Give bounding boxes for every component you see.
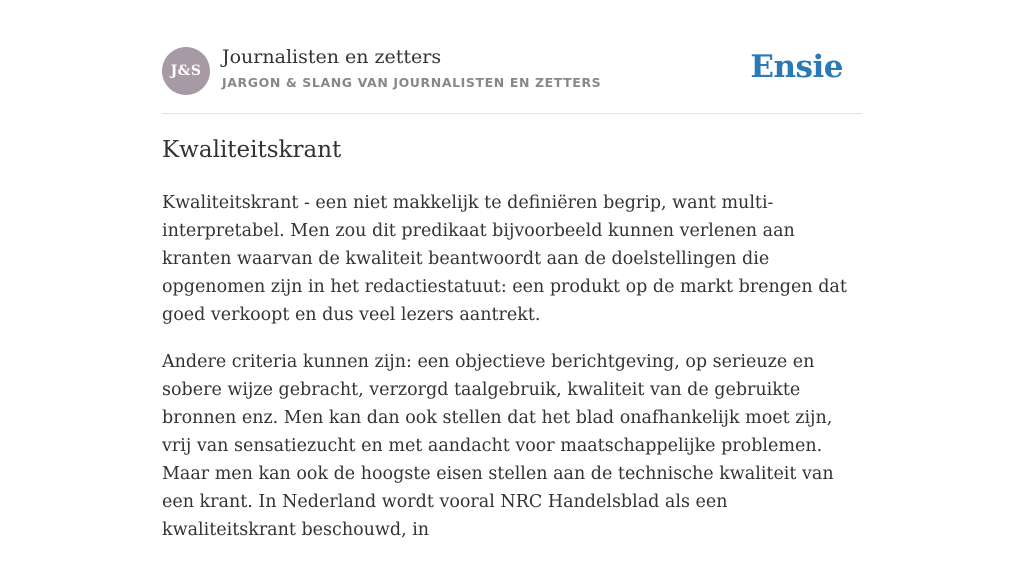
brand-logo[interactable]: Ensie (750, 49, 843, 85)
entry-paragraph: Andere criteria kunnen zijn: een objectieve berichtgeving, op serieuze en sobere wijze gebracht, verzorgd taalgebruik, kwaliteit van de gebruikte bronnen enz. Men kan dan ook stellen dat het blad onafhankelijk moet zijn, vrij van sensatiezucht en met aandacht voor maatschappelijke problemen. Maar men kan ook de hoogste eisen stellen aan de technische kwaliteit van een krant. In Nederland wordt vooral NRC Handelsblad als een kwaliteitskrant beschouwd, in (162, 352, 834, 540)
site-subtitle: JARGON & SLANG VAN JOURNALISTEN EN ZETTERS (222, 75, 602, 90)
site-title[interactable]: Journalisten en zetters (222, 46, 442, 68)
entry-body (162, 189, 862, 563)
avatar[interactable]: J&S (162, 47, 210, 95)
entry-paragraph: Kwaliteitskrant - een niet makkelijk te definiëren begrip, want multi-interpretabel. Men zou dit predikaat bijvoorbeeld kunnen verlenen aan kranten waarvan de kwaliteit beantwoordt aan de doelstellingen die opgenomen zijn in het redactiestatuut: een produkt op de markt brengen dat goed verkoopt en dus veel lezers aantrekt. (162, 193, 847, 325)
page-title: Kwaliteitskrant (162, 137, 342, 163)
page-container (162, 0, 862, 540)
site-header (162, 0, 862, 114)
